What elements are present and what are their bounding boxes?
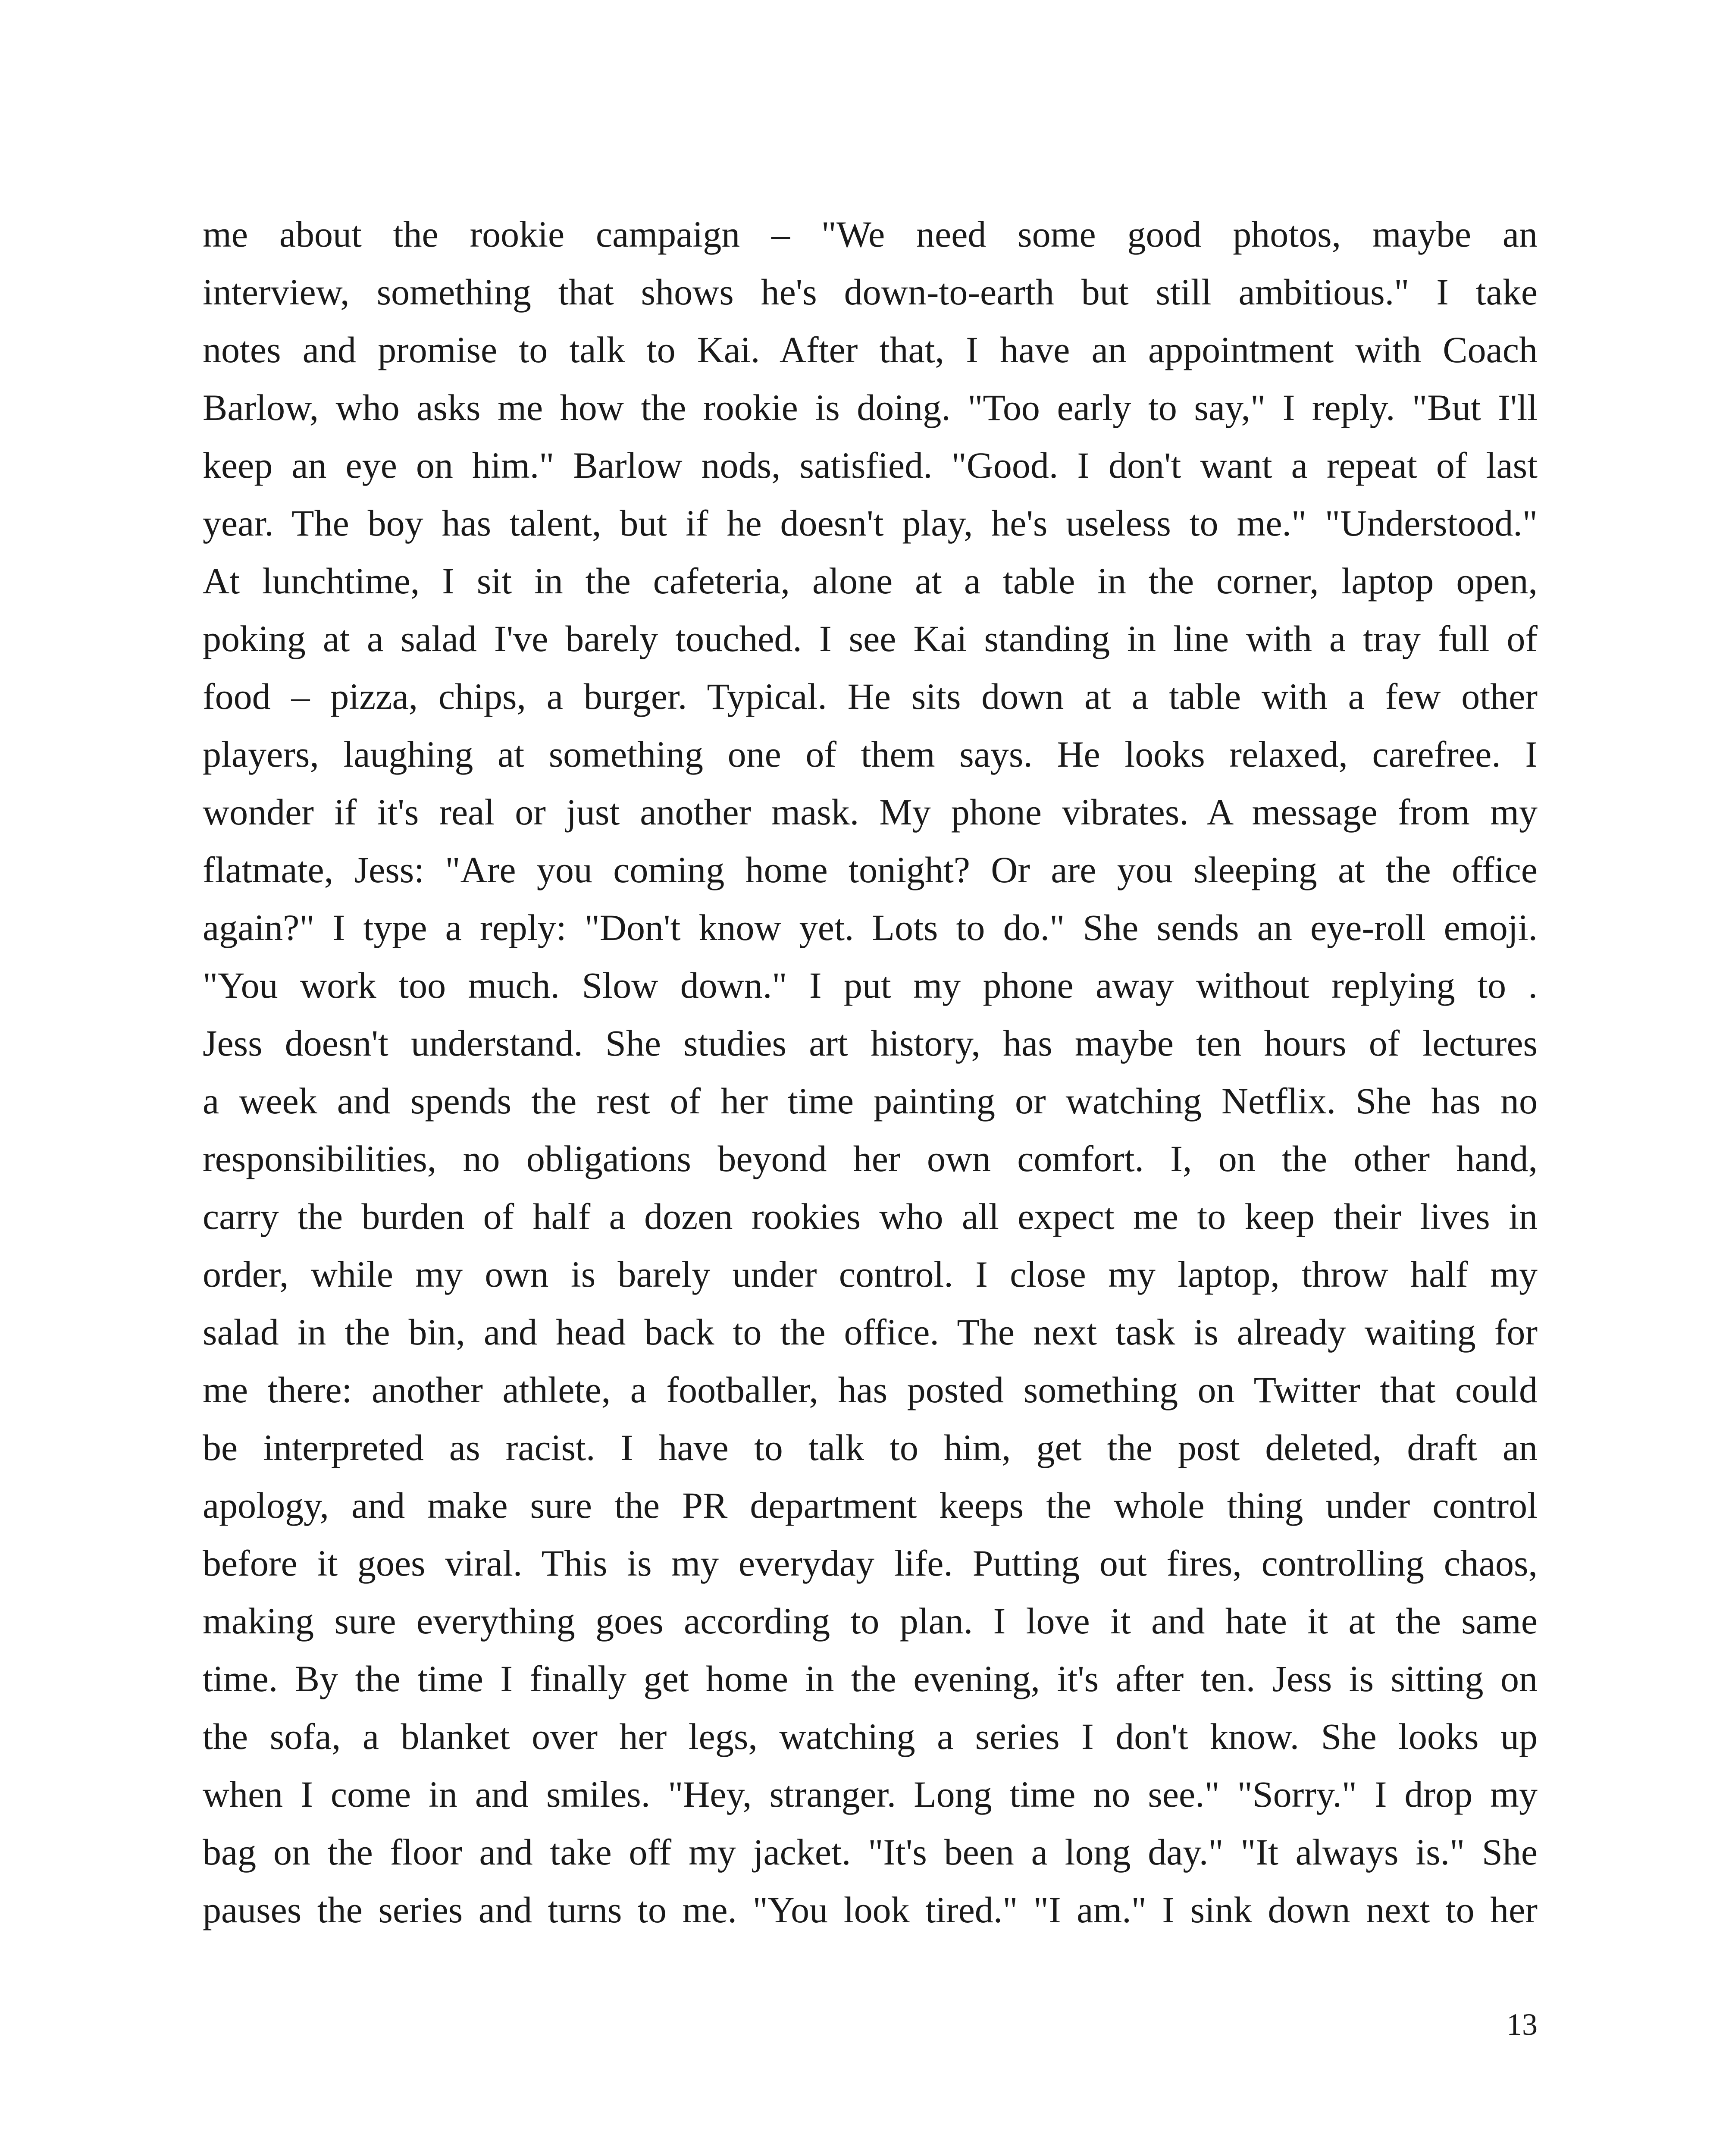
text-line-27: the sofa, a blanket over her legs, watching a series I don't know. She looks up bbox=[203, 1716, 1538, 1757]
text-line-28: when I come in and smiles. "Hey, stranger. Long time no see." "Sorry." I drop my bbox=[203, 1774, 1538, 1815]
text-line-30: pauses the series and turns to me. "You look tired." "I am." I sink down next to her bbox=[203, 1889, 1538, 1930]
body-text bbox=[203, 205, 1538, 1939]
text-line-21: me there: another athlete, a footballer, has posted something on Twitter that could bbox=[203, 1369, 1538, 1410]
text-line-22: be interpreted as racist. I have to talk to him, get the post deleted, draft an bbox=[203, 1427, 1538, 1468]
text-line-18: carry the burden of half a dozen rookies who all expect me to keep their lives in bbox=[203, 1196, 1538, 1237]
text-line-19: order, while my own is barely under control. I close my laptop, throw half my bbox=[203, 1253, 1538, 1295]
text-line-3: notes and promise to talk to Kai. After that, I have an appointment with Coach bbox=[203, 329, 1538, 370]
text-line-2: interview, something that shows he's down-to-earth but still ambitious." I take bbox=[203, 271, 1538, 313]
text-line-14: "You work too much. Slow down." I put my phone away without replying to . bbox=[203, 965, 1538, 1006]
text-line-13: again?" I type a reply: "Don't know yet. Lots to do." She sends an eye-roll emoji. bbox=[203, 907, 1538, 948]
text-line-10: players, laughing at something one of them says. He looks relaxed, carefree. I bbox=[203, 733, 1538, 775]
text-line-1: me about the rookie campaign – "We need some good photos, maybe an bbox=[203, 213, 1538, 255]
text-line-8: poking at a salad I've barely touched. I see Kai standing in line with a tray full of bbox=[203, 618, 1538, 659]
text-line-20: salad in the bin, and head back to the office. The next task is already waiting for bbox=[203, 1311, 1538, 1353]
text-line-16: a week and spends the rest of her time painting or watching Netflix. She has no bbox=[203, 1080, 1538, 1122]
text-line-23: apology, and make sure the PR department keeps the whole thing under control bbox=[203, 1485, 1538, 1526]
text-line-7: At lunchtime, I sit in the cafeteria, alone at a table in the corner, laptop open, bbox=[203, 560, 1538, 602]
text-line-6: year. The boy has talent, but if he doesn't play, he's useless to me." "Understood." bbox=[203, 502, 1538, 544]
text-line-15: Jess doesn't understand. She studies art history, has maybe ten hours of lectures bbox=[203, 1022, 1538, 1064]
text-line-29: bag on the floor and take off my jacket. "It's been a long day." "It always is." She bbox=[203, 1831, 1538, 1873]
page-number: 13 bbox=[1506, 2007, 1538, 2042]
text-line-17: responsibilities, no obligations beyond her own comfort. I, on the other hand, bbox=[203, 1138, 1538, 1179]
text-line-25: making sure everything goes according to plan. I love it and hate it at the same bbox=[203, 1600, 1538, 1642]
text-line-11: wonder if it's real or just another mask. My phone vibrates. A message from my bbox=[203, 791, 1538, 833]
text-line-12: flatmate, Jess: "Are you coming home tonight? Or are you sleeping at the office bbox=[203, 849, 1538, 890]
text-line-5: keep an eye on him." Barlow nods, satisfied. "Good. I don't want a repeat of last bbox=[203, 445, 1538, 486]
text-line-26: time. By the time I finally get home in the evening, it's after ten. Jess is sitting on bbox=[203, 1658, 1538, 1699]
text-line-24: before it goes viral. This is my everyday life. Putting out fires, controlling chaos, bbox=[203, 1542, 1538, 1584]
text-line-4: Barlow, who asks me how the rookie is doing. "Too early to say," I reply. "But I'll bbox=[203, 387, 1538, 428]
text-line-9: food – pizza, chips, a burger. Typical. He sits down at a table with a few other bbox=[203, 676, 1538, 717]
